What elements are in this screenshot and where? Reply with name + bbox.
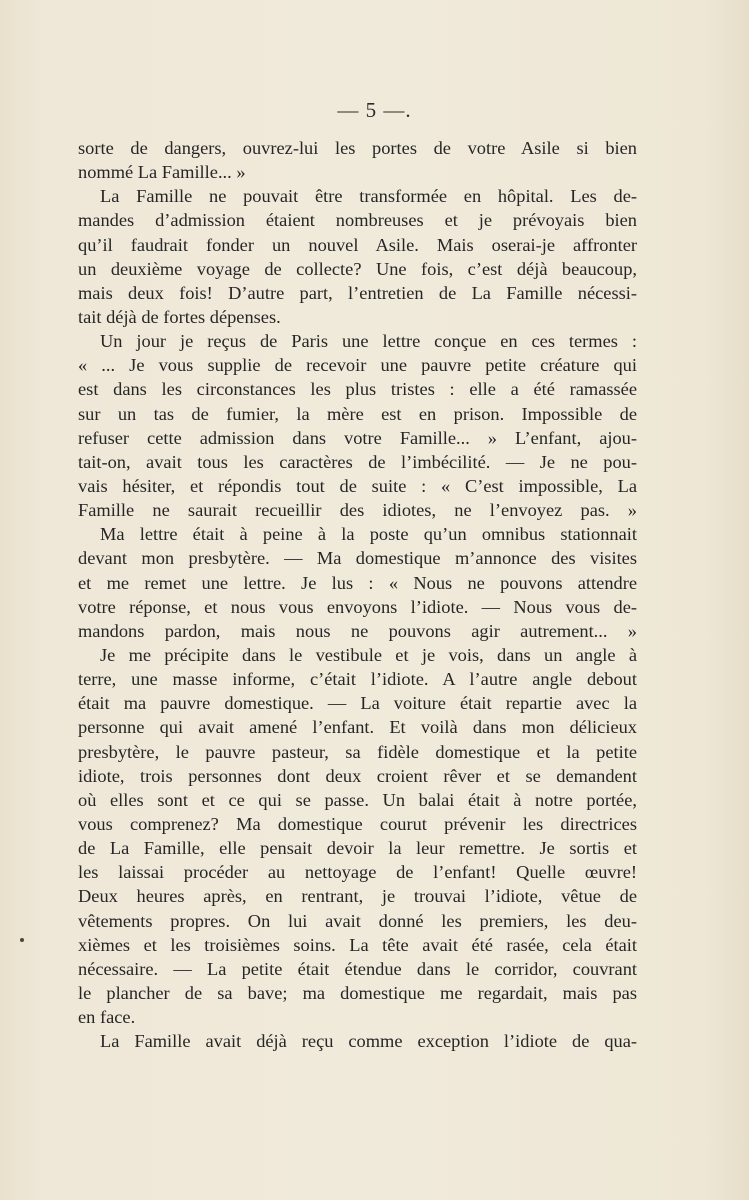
paper-speck: [20, 938, 24, 942]
body-text: [78, 136, 637, 1053]
text-line: nommé La Famille... »: [78, 162, 246, 183]
text-line: mandons pardon, mais nous ne pouvons agir autrement... »: [78, 620, 637, 641]
text-line: xièmes et les troisièmes soins. La tête avait été rasée, cela était: [78, 934, 637, 955]
text-line: où elles sont et ce qui se passe. Un balai était à notre portée,: [78, 789, 637, 810]
text-line: presbytère, le pauvre pasteur, sa fidèle domestique et la petite: [78, 741, 637, 762]
text-line: qu’il faudrait fonder un nouvel Asile. Mais oserai-je affronter: [78, 234, 637, 255]
text-line: sur un tas de fumier, la mère est en prison. Impossible de: [78, 403, 637, 424]
text-line: Deux heures après, en rentrant, je trouvai l’idiote, vêtue de: [78, 886, 637, 907]
text-line: votre réponse, et nous vous envoyons l’idiote. — Nous vous de-: [78, 596, 637, 617]
text-line: terre, une masse informe, c’était l’idiote. A l’autre angle debout: [78, 669, 637, 690]
text-line: refuser cette admission dans votre Famille... » L’enfant, ajou-: [78, 427, 637, 448]
text-line: un deuxième voyage de collecte? Une fois, c’est déjà beaucoup,: [78, 258, 637, 279]
text-line: Famille ne saurait recueillir des idiotes, ne l’envoyez pas. »: [78, 500, 637, 521]
text-line: et me remet une lettre. Je lus : « Nous ne pouvons attendre: [78, 572, 637, 593]
text-line: en face.: [78, 1007, 136, 1028]
text-line: tait déjà de fortes dépenses.: [78, 306, 281, 327]
text-line: vous comprenez? Ma domestique courut prévenir les directrices: [78, 813, 637, 834]
text-line: nécessaire. — La petite était étendue dans le corridor, couvrant: [78, 958, 637, 979]
text-line: Un jour je reçus de Paris une lettre conçue en ces termes :: [100, 331, 637, 352]
text-line: La Famille avait déjà reçu comme exception l’idiote de qua-: [100, 1031, 637, 1052]
text-line: était ma pauvre domestique. — La voiture était repartie avec la: [78, 693, 637, 714]
text-line: vêtements propres. On lui avait donné les premiers, les deu-: [78, 910, 637, 931]
text-line: est dans les circonstances les plus tristes : elle a été ramassée: [78, 379, 637, 400]
text-line: mais deux fois! D’autre part, l’entretien de La Famille nécessi-: [78, 282, 637, 303]
text-line: Je me précipite dans le vestibule et je vois, dans un angle à: [100, 644, 637, 665]
page-number: — 5 —.: [337, 98, 412, 122]
text-line: sorte de dangers, ouvrez-lui les portes de votre Asile si bien: [78, 138, 637, 158]
text-line: tait-on, avait tous les caractères de l’imbécilité. — Je ne pou-: [78, 451, 637, 472]
text-line: « ... Je vous supplie de recevoir une pauvre petite créature qui: [78, 355, 637, 376]
text-line: de La Famille, elle pensait devoir la leur remettre. Je sortis et: [78, 838, 637, 859]
text-line: le plancher de sa bave; ma domestique me regardait, mais pas: [78, 982, 637, 1003]
text-line: idiote, trois personnes dont deux croient rêver et se demandent: [78, 765, 637, 786]
text-line: vais hésiter, et répondis tout de suite : « C’est impossible, La: [78, 475, 637, 496]
text-line: devant mon presbytère. — Ma domestique m’annonce des visites: [78, 548, 637, 569]
text-line: Ma lettre était à peine à la poste qu’un omnibus stationnait: [100, 524, 637, 545]
text-line: La Famille ne pouvait être transformée en hôpital. Les de-: [100, 186, 637, 207]
text-line: personne qui avait amené l’enfant. Et voilà dans mon délicieux: [78, 717, 637, 738]
text-line: mandes d’admission étaient nombreuses et je prévoyais bien: [78, 210, 637, 231]
text-line: les laissai procéder au nettoyage de l’enfant! Quelle œuvre!: [78, 862, 637, 883]
